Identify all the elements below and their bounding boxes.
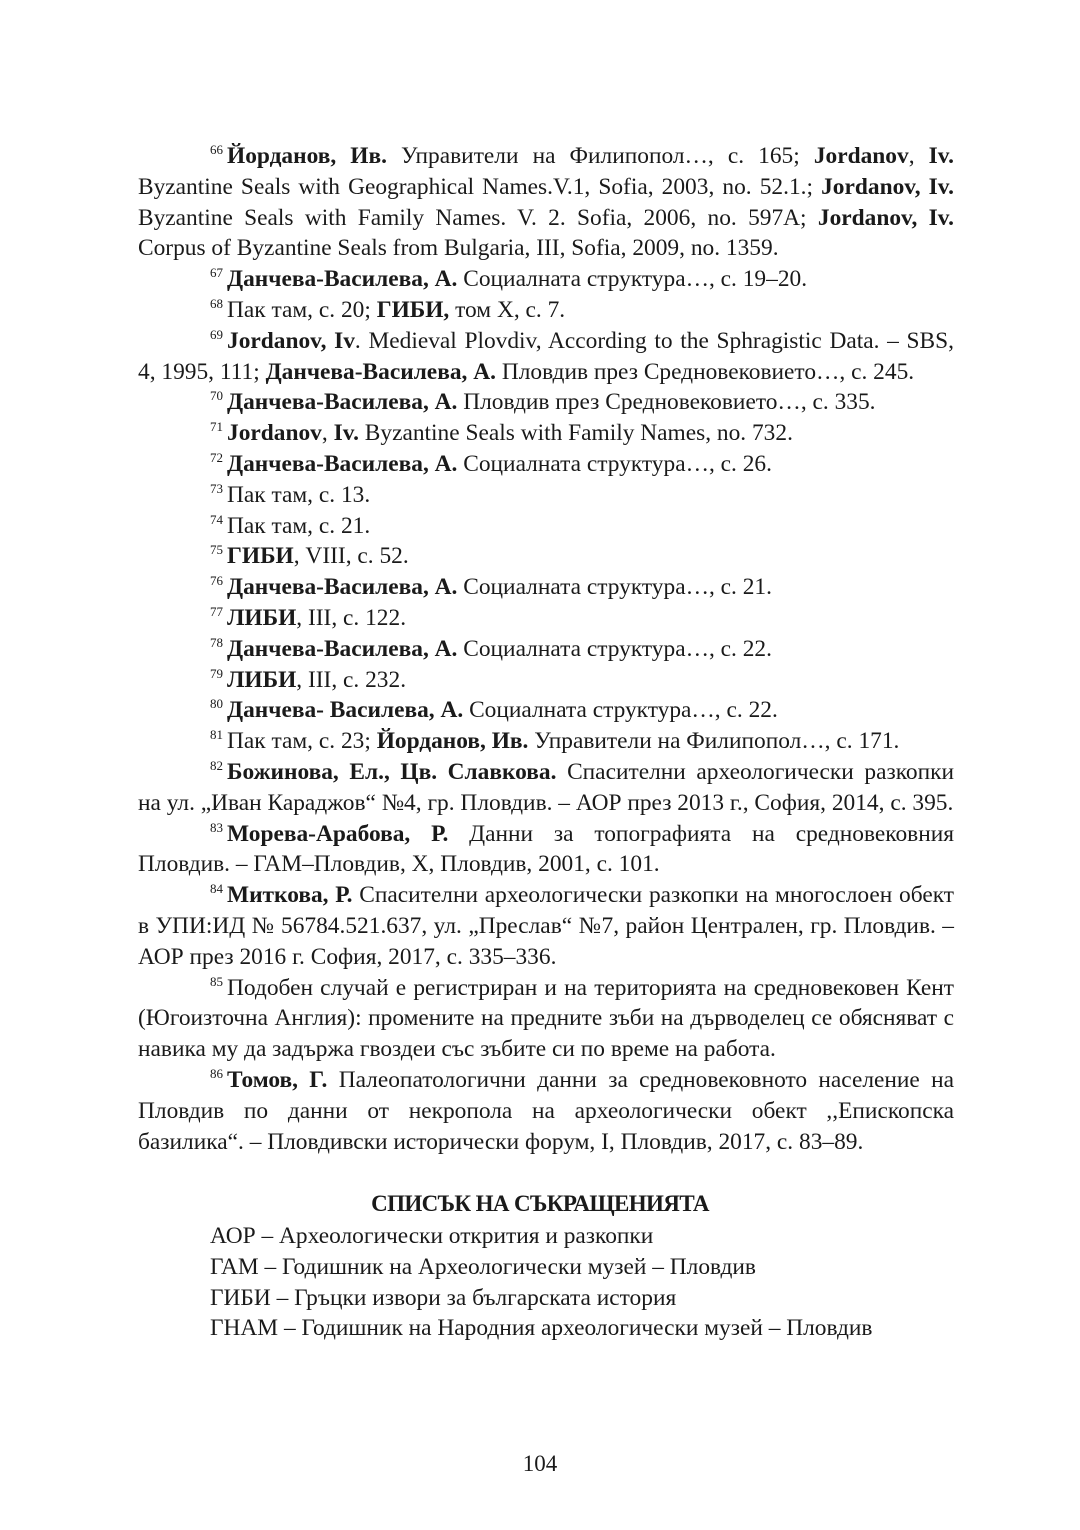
footnote-text: Пак там, с. 20; <box>227 296 377 323</box>
footnote <box>138 880 954 972</box>
footnote-number: 81 <box>210 727 223 743</box>
footnote-text: Социалната структура…, с. 21. <box>457 574 772 601</box>
abbreviations-list <box>210 1221 872 1344</box>
abbreviation-item: АОР – Археологически открития и разкопки <box>210 1223 654 1249</box>
footnote-text: Пловдив през Средновековието…, с. 335. <box>457 389 876 416</box>
footnote-text: Byzantine Seals with Family Names. V. 2. Sofia, 2006, no. 597A; <box>138 204 818 231</box>
footnote-text: Пак там, с. 23; <box>227 728 377 755</box>
footnote-text: Пак там, с. 13. <box>227 481 371 508</box>
footnote-author: Данчева- Василева, А. <box>227 697 464 724</box>
footnote <box>138 418 954 449</box>
footnote-number: 82 <box>210 757 223 773</box>
footnote-text: , VIII, с. 52. <box>293 543 409 570</box>
footnote <box>138 541 954 572</box>
abbreviations-title: СПИСЪК НА СЪКРАЩЕНИЯТА <box>371 1191 709 1216</box>
footnote-author: Данчева-Василева, А. <box>227 574 458 601</box>
footnote <box>138 634 954 665</box>
footnote-text: , III, с. 232. <box>296 666 407 693</box>
footnote <box>138 326 954 388</box>
footnote-text: Социалната структура…, с. 26. <box>457 450 772 477</box>
footnote-number: 73 <box>210 480 223 496</box>
footnote-text: Пловдив през Средновековието…, с. 245. <box>495 358 915 385</box>
footnote-text: Corpus of Byzantine Seals from Bulgaria, III, Sofia, 2009, no. 1359. <box>138 235 779 262</box>
footnote-text: Социалната структура…, с. 19–20. <box>457 266 808 293</box>
abbreviation-item: ГАМ – Годишник на Археологически музей – Пловдив <box>210 1253 756 1280</box>
footnote-number: 86 <box>210 1065 223 1081</box>
footnote-text: , III, с. 122. <box>296 604 407 631</box>
footnote-text: Данни за топографията на средновековния Пловдив. – ГАМ–Пловдив, X, Пловдив, 2001, с. 101. <box>138 820 954 878</box>
footnote-number: 71 <box>210 419 223 435</box>
footnote-number: 78 <box>210 634 223 650</box>
footnote <box>138 449 954 480</box>
footnote-number: 79 <box>210 665 223 681</box>
footnote-author: ЛИБИ <box>227 604 297 631</box>
footnote-number: 85 <box>210 973 223 989</box>
footnote-number: 72 <box>210 449 223 465</box>
footnote-author: Данчева-Василева, А. <box>227 389 458 416</box>
footnote <box>138 387 954 418</box>
footnote-number: 74 <box>210 511 223 527</box>
footnote <box>138 695 954 726</box>
footnotes-list <box>138 141 954 1157</box>
footnote-text: , <box>321 420 334 447</box>
footnote-number: 68 <box>210 295 223 311</box>
footnote-text: Byzantine Seals with Geographical Names.V.1, Sofia, 2003, no. 52.1.; <box>138 173 822 200</box>
footnote-text: Пак там, с. 21. <box>227 512 371 539</box>
footnote-number: 76 <box>210 573 223 589</box>
footnote <box>138 819 954 881</box>
footnote-author: Jordanov <box>813 143 909 169</box>
footnote-text: Палеопатологични данни за средновековното население на Пловдив по данни от некропола на археологически обект ,,Епископска базилика“. – Пловдивски исторически форум, I, Пловдив, 2017, с. 83–89. <box>138 1066 954 1155</box>
footnote-text: Спасителни археологически разкопки на ул. „Иван Караджов“ №4, гр. Пловдив. – АОР през 2013 г., София, 2014, с. 395. <box>138 758 954 816</box>
footnote-number: 80 <box>210 696 223 712</box>
footnote-text: . Medieval Plovdiv, According to the Sphragistic Data. – SBS, 4, 1995, 111; <box>138 327 954 385</box>
footnote-text: Социалната структура…, с. 22. <box>457 635 772 662</box>
footnote <box>138 1065 954 1157</box>
footnote-number: 67 <box>210 265 223 281</box>
footnote <box>138 264 954 295</box>
footnote-author: Iv. <box>333 420 359 447</box>
footnote-author: Данчева-Василева, А. <box>227 266 458 293</box>
footnote-text: Социалната структура…, с. 22. <box>463 697 778 724</box>
footnote <box>138 973 954 1065</box>
footnote-text: Спасителни археологически разкопки на многослоен обект в УПИ:ИД № 56784.521.637, ул. „Преслав“ №7, район Централен, гр. Пловдив. – АОР през 2016 г. София, 2017, с. 335–336. <box>138 882 954 970</box>
footnote-number: 66 <box>210 142 223 157</box>
footnote-author: ЛИБИ <box>227 666 297 693</box>
footnote-number: 83 <box>210 819 223 835</box>
footnote-text: Подобен случай е регистриран и на територията на средновековен Кент (Югоизточна Англия): промените на предните зъби на дърводелец се обясняват с навика му да задържа гвоздеи със зъбите си по време на работа. <box>138 974 954 1063</box>
footnote-author: Йорданов, Ив. <box>376 728 529 755</box>
abbreviation-item: ГНАМ – Годишник на Народния археологически музей – Пловдив <box>210 1315 873 1342</box>
footnote <box>138 141 954 264</box>
footnote <box>138 295 954 326</box>
footnote-author: Йорданов, Ив. <box>227 143 387 169</box>
footnote-author: Миткова, Р. <box>227 882 353 909</box>
footnote-author: Jordanov, Iv <box>227 327 355 354</box>
footnote <box>138 572 954 603</box>
footnote-author: Iv. <box>928 143 954 169</box>
footnote-number: 84 <box>210 881 223 897</box>
footnote-author: Данчева-Василева, А. <box>227 635 458 662</box>
footnote-text: Управители на Филипопол…, с. 171. <box>528 728 900 755</box>
footnote-number: 70 <box>210 388 223 404</box>
footnote-text: том X, с. 7. <box>449 296 566 323</box>
footnote <box>138 665 954 696</box>
page-number: 104 <box>522 1451 558 1476</box>
footnote-author: Данчева-Василева, А. <box>227 450 458 477</box>
footnote <box>138 603 954 634</box>
footnote-text: , <box>908 143 929 169</box>
footnote-author: Jordanov, Iv. <box>821 173 954 200</box>
footnote-author: Божинова, Ел., Цв. Славкова. <box>227 758 557 785</box>
footnote <box>138 511 954 542</box>
abbreviation-item: ГИБИ – Гръцки извори за българската история <box>210 1284 677 1311</box>
footnote-author: Морева-Арабова, Р. <box>227 820 449 847</box>
footnote-author: Томов, Г. <box>227 1066 328 1093</box>
footnote-text: Byzantine Seals with Family Names, no. 732. <box>358 420 793 447</box>
footnote-author: ГИБИ, <box>376 296 450 323</box>
footnote-number: 77 <box>210 603 223 619</box>
footnote-author: Данчева-Василева, А. <box>265 358 496 385</box>
footnote <box>138 480 954 511</box>
footnote-author: Jordanov <box>227 420 322 447</box>
footnote-number: 69 <box>210 326 223 342</box>
footnote-author: ГИБИ <box>227 543 294 570</box>
footnote-author: Jordanov, Iv. <box>817 204 954 231</box>
footnote <box>138 757 954 819</box>
footnote-text: Управители на Филипопол…, с. 165; <box>386 143 814 169</box>
footnote-number: 75 <box>210 542 223 558</box>
footnote <box>138 726 954 757</box>
